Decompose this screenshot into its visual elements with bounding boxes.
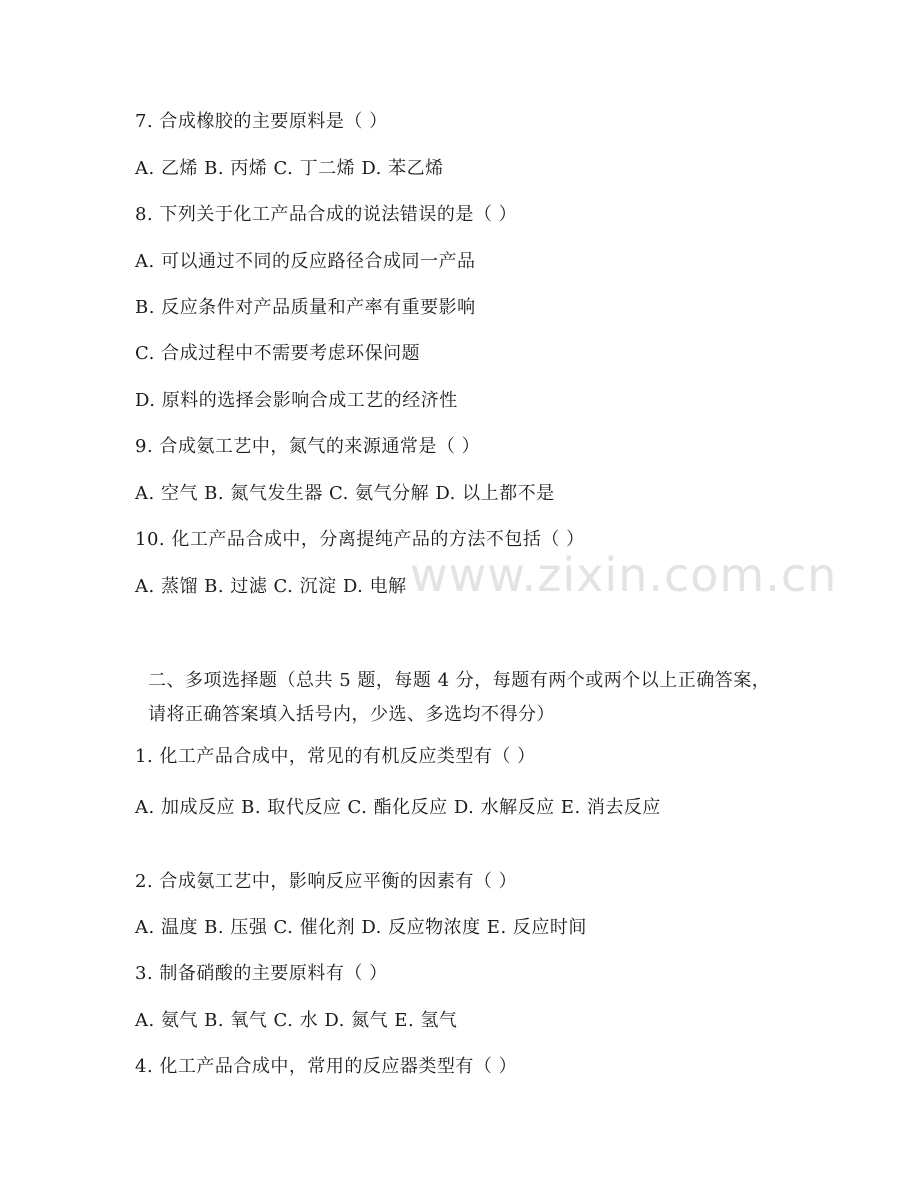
multi-question-2: 2. 合成氨工艺中，影响反应平衡的因素有（ ） xyxy=(135,871,518,892)
question-10: 10. 化工产品合成中，分离提纯产品的方法不包括（ ） xyxy=(135,529,585,550)
multi-question-4: 4. 化工产品合成中，常用的反应器类型有（ ） xyxy=(135,1056,518,1077)
multi-question-1-options: A. 加成反应 B. 取代反应 C. 酯化反应 D. 水解反应 E. 消去反应 xyxy=(135,797,661,818)
question-7: 7. 合成橡胶的主要原料是（ ） xyxy=(135,111,388,132)
question-9: 9. 合成氨工艺中，氮气的来源通常是（ ） xyxy=(135,436,481,457)
question-7-options: A. 乙烯 B. 丙烯 C. 丁二烯 D. 苯乙烯 xyxy=(135,158,444,179)
multi-question-3: 3. 制备硝酸的主要原料有（ ） xyxy=(135,963,388,984)
multi-question-1: 1. 化工产品合成中，常见的有机反应类型有（ ） xyxy=(135,746,536,767)
question-8-option-d: D. 原料的选择会影响合成工艺的经济性 xyxy=(135,390,458,411)
question-8-option-c: C. 合成过程中不需要考虑环保问题 xyxy=(135,343,421,364)
question-8: 8. 下列关于化工产品合成的说法错误的是（ ） xyxy=(135,204,518,225)
question-9-options: A. 空气 B. 氮气发生器 C. 氨气分解 D. 以上都不是 xyxy=(135,483,555,504)
question-8-option-b: B. 反应条件对产品质量和产率有重要影响 xyxy=(135,297,476,318)
question-8-option-a: A. 可以通过不同的反应路径合成同一产品 xyxy=(135,251,476,272)
section-2-heading: 二、多项选择题（总共 5 题，每题 4 分，每题有两个或两个以上正确答案，请将正确答案填入括号内，少选、多选均不得分） xyxy=(148,670,771,725)
question-10-options: A. 蒸馏 B. 过滤 C. 沉淀 D. 电解 xyxy=(135,576,407,597)
multi-question-2-options: A. 温度 B. 压强 C. 催化剂 D. 反应物浓度 E. 反应时间 xyxy=(135,917,587,938)
multi-question-3-options: A. 氨气 B. 氧气 C. 水 D. 氮气 E. 氢气 xyxy=(135,1010,458,1031)
watermark-text: www.zixin.com.cn xyxy=(410,548,838,602)
